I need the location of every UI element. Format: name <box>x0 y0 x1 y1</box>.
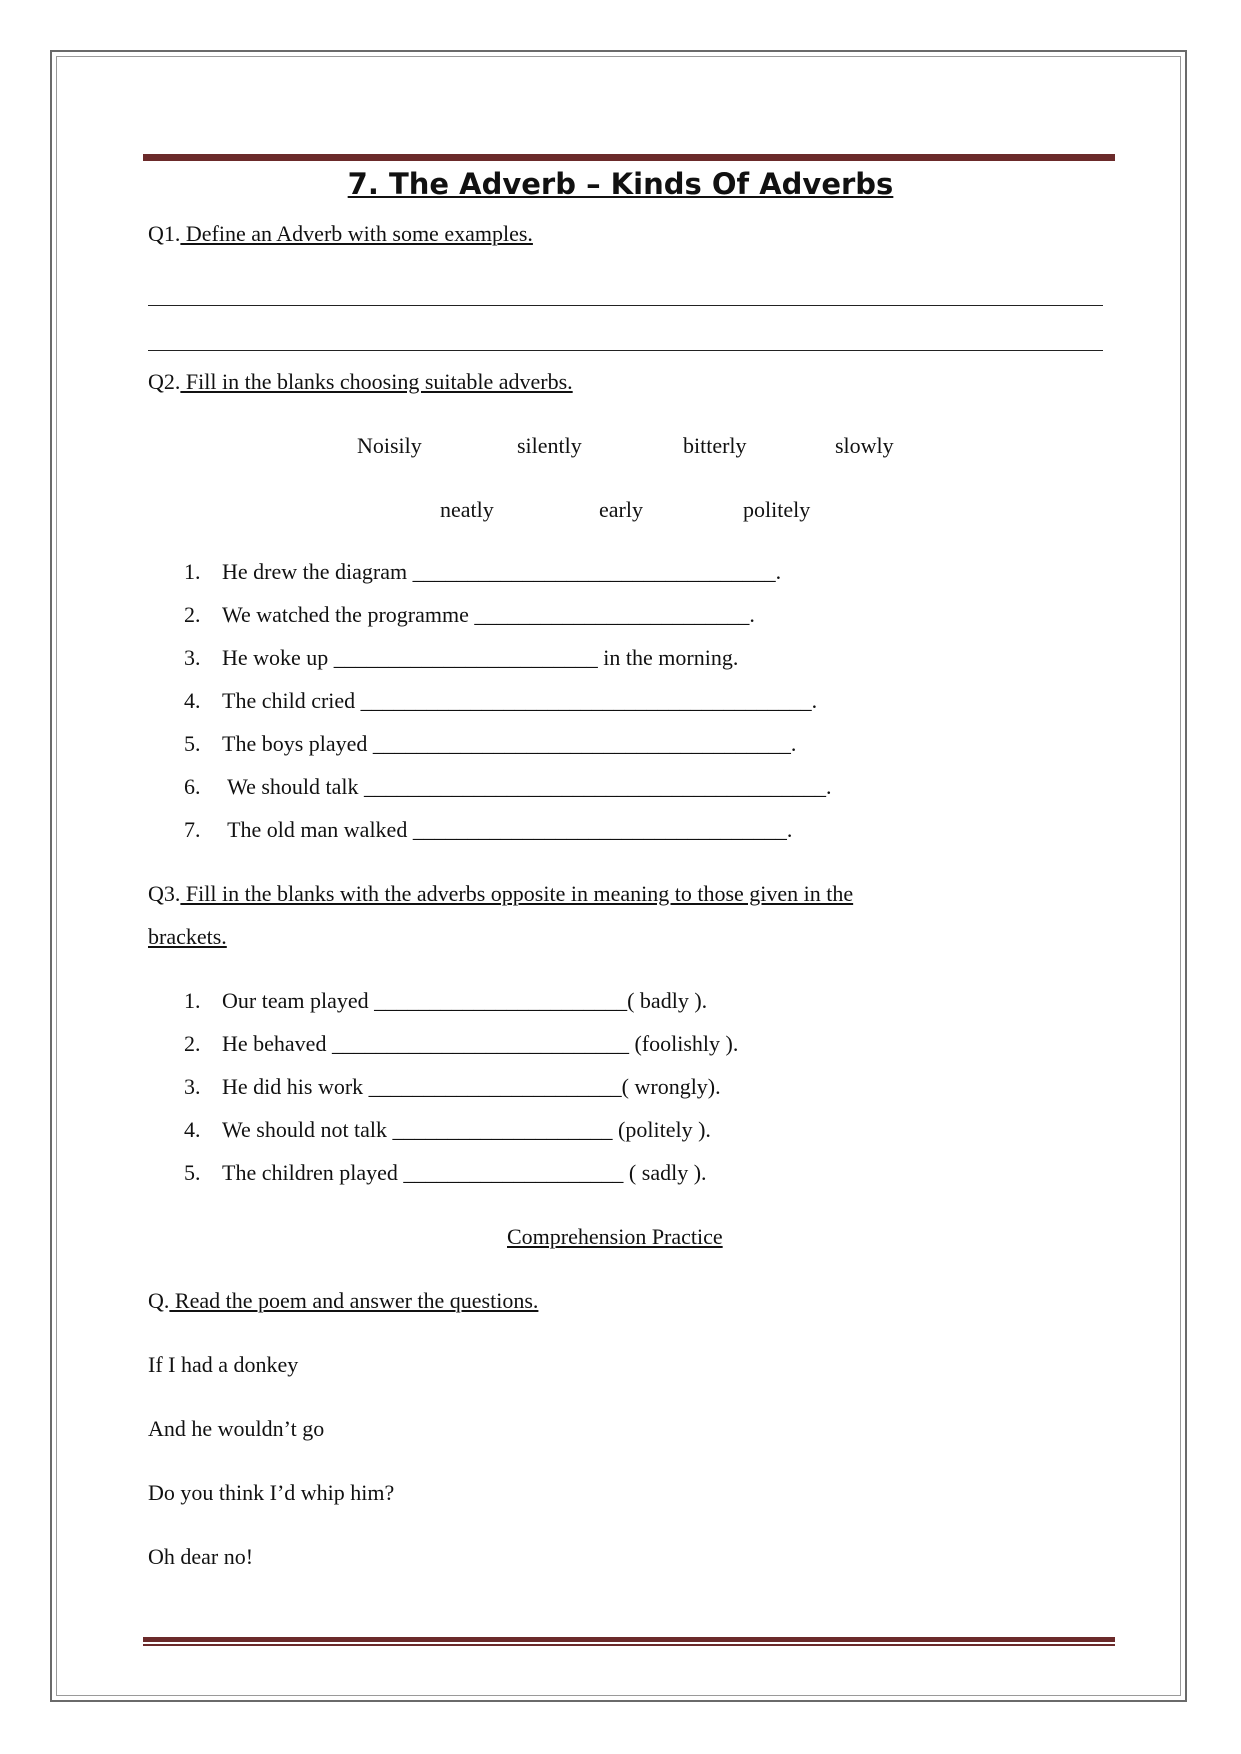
q3-item[interactable] <box>184 1159 707 1187</box>
q2-item-text: We should talk __________________________________________. <box>222 774 832 799</box>
comprehension-question <box>148 1287 538 1315</box>
poem-line: If I had a donkey <box>148 1352 299 1377</box>
q2-item-text: The old man walked __________________________________. <box>222 817 793 842</box>
q2-item-number: 7. <box>184 817 201 842</box>
q3-item-number: 2. <box>184 1031 201 1056</box>
q3-item-text: He did his work _______________________( wrongly). <box>222 1074 721 1099</box>
word-bank-word: early <box>599 497 643 522</box>
q2-item-number: 5. <box>184 731 201 756</box>
q2-item-text: He woke up ________________________ in the morning. <box>222 645 739 670</box>
q1-label: Q1. <box>148 221 181 246</box>
q3-item-text: The children played ____________________ ( sadly ). <box>222 1160 707 1185</box>
q2-item[interactable] <box>184 644 738 672</box>
q2-item[interactable] <box>184 730 796 758</box>
q2-item[interactable] <box>184 601 755 629</box>
q2-item-text: The child cried _________________________________________. <box>222 688 818 713</box>
word-bank-word: silently <box>517 433 582 458</box>
word-bank-word: Noisily <box>357 433 422 458</box>
footer-rule <box>143 1637 1115 1646</box>
q3-item[interactable] <box>184 987 707 1015</box>
q2-item-number: 6. <box>184 774 201 799</box>
q2-item[interactable] <box>184 816 792 844</box>
word-bank-word: bitterly <box>683 433 747 458</box>
q2-item[interactable] <box>184 558 781 586</box>
q3-prompt-line-2: brackets. <box>148 924 227 949</box>
q2-item[interactable] <box>184 687 817 715</box>
q2-item-number: 3. <box>184 645 201 670</box>
q1-question <box>148 220 533 248</box>
header-rule <box>143 152 1115 161</box>
q2-item[interactable] <box>184 773 832 801</box>
q2-item-number: 4. <box>184 688 201 713</box>
word-bank-word: politely <box>743 497 811 522</box>
q3-item-number: 3. <box>184 1074 201 1099</box>
q3-item-text: We should not talk ____________________ (politely ). <box>222 1117 711 1142</box>
q1-answer-line-1[interactable] <box>148 305 1103 306</box>
q3-item[interactable] <box>184 1116 711 1144</box>
q3-item-number: 5. <box>184 1160 201 1185</box>
comprehension-heading: Comprehension Practice <box>507 1224 723 1249</box>
q3-question <box>148 880 853 908</box>
page-border-inner <box>56 56 1181 1696</box>
poem-line: And he wouldn’t go <box>148 1416 325 1441</box>
q3-label: Q3. <box>148 881 181 906</box>
q2-label: Q2. <box>148 369 181 394</box>
q3-item[interactable] <box>184 1030 738 1058</box>
q3-item-text: Our team played _______________________( badly ). <box>222 988 708 1013</box>
q2-item-text: The boys played ______________________________________. <box>222 731 797 756</box>
comprehension-q-label: Q. <box>148 1288 170 1313</box>
q3-item-text: He behaved ___________________________ (foolishly ). <box>222 1031 739 1056</box>
q1-prompt: Define an Adverb with some examples. <box>180 221 533 246</box>
poem-line: Oh dear no! <box>148 1544 254 1569</box>
word-bank-word: neatly <box>440 497 494 522</box>
q2-item-text: We watched the programme _________________________. <box>222 602 755 627</box>
q2-item-number: 2. <box>184 602 201 627</box>
comprehension-q-prompt: Read the poem and answer the questions. <box>169 1288 539 1313</box>
q3-item-number: 4. <box>184 1117 201 1142</box>
q2-question <box>148 368 573 396</box>
word-bank-word: slowly <box>835 433 894 458</box>
q3-item-number: 1. <box>184 988 201 1013</box>
q2-prompt: Fill in the blanks choosing suitable adverbs. <box>180 369 573 394</box>
q2-item-number: 1. <box>184 559 201 584</box>
q3-item[interactable] <box>184 1073 721 1101</box>
q2-item-text: He drew the diagram _________________________________. <box>222 559 782 584</box>
q1-answer-line-2[interactable] <box>148 350 1103 351</box>
worksheet-title: 7. The Adverb – Kinds Of Adverbs <box>347 167 894 201</box>
poem-line: Do you think I’d whip him? <box>148 1480 395 1505</box>
q3-prompt-line-1: Fill in the blanks with the adverbs opposite in meaning to those given in the <box>180 881 854 906</box>
